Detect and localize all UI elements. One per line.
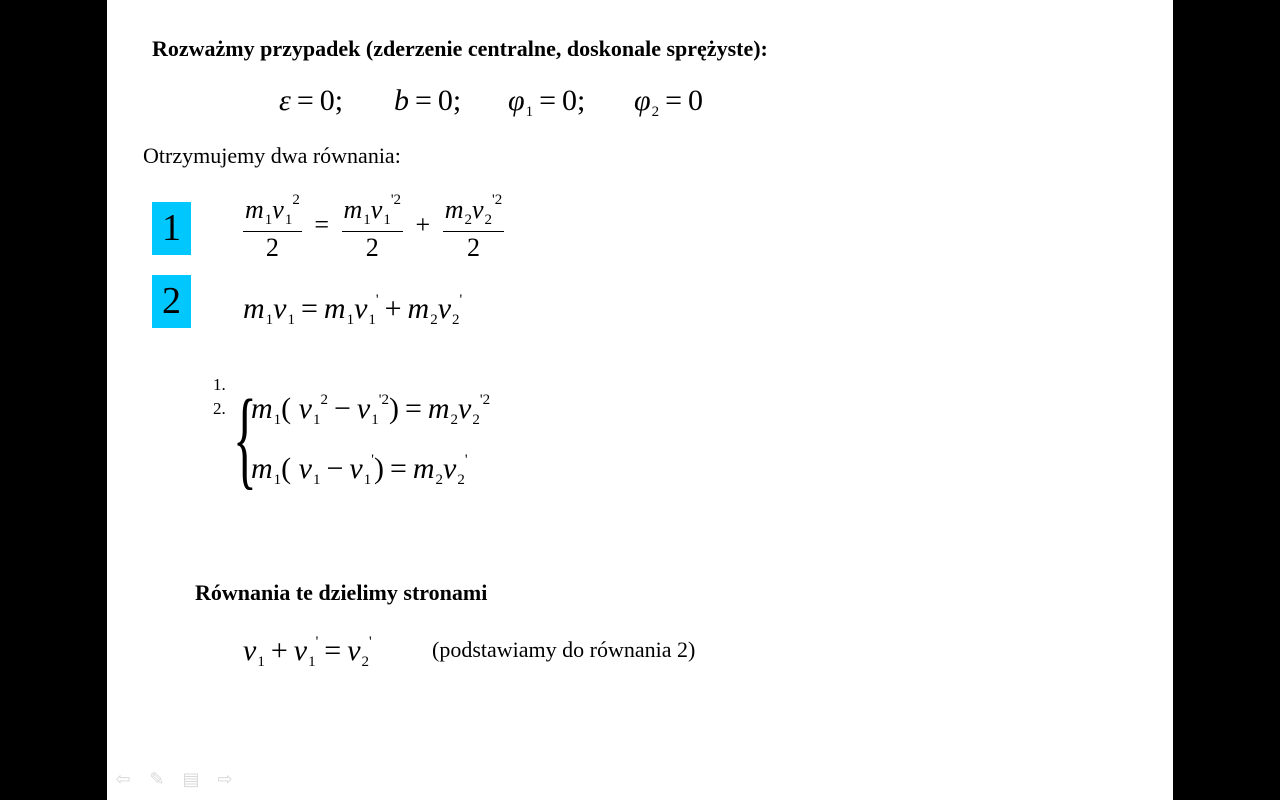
result-equation: $v_1 + v_1' = v_2'$ — [243, 634, 372, 670]
note-text: (podstawiamy do równania 2) — [432, 637, 696, 662]
equation-badge-2: 2 — [152, 275, 191, 328]
pen-icon[interactable]: ✎ — [149, 769, 165, 790]
divide-heading: Równania te dzielimy stronami — [195, 580, 488, 605]
system-equation-1: $m_1$( $v_1^2 - v_1^{'2}) = m_2v_2^{'2}$ — [251, 392, 491, 428]
condition-phi1: $\varphi_1 = 0$; — [508, 84, 586, 120]
system-equation-2: $m_1$( $v_1 - v_1') = m_2v_2'$ — [251, 452, 468, 488]
intro-text: Otrzymujemy dwa równania: — [143, 143, 401, 168]
equation-badge-1: 1 — [152, 202, 191, 255]
list-number-1: 1. — [213, 375, 226, 394]
condition-epsilon: ε = 0; — [279, 84, 344, 117]
energy-equation: $\frac{m_1v_1^2}{2}$ = $\frac{m_1v_1^{'2}}{2}$ + $\frac{m_2v_2^{'2}}{2}$ — [245, 192, 503, 262]
system-brace: { — [233, 377, 257, 499]
condition-phi2: $\varphi_2 = 0$ — [634, 84, 704, 120]
back-arrow-icon[interactable]: ⇦ — [115, 769, 131, 790]
slide — [107, 0, 1173, 800]
menu-icon[interactable]: ▤ — [182, 769, 200, 790]
heading-text: Rozważmy przypadek (zderzenie centralne, doskonale sprężyste): — [152, 36, 768, 61]
list-number-2: 2. — [213, 399, 226, 418]
momentum-equation: $m_1v_1 = m_1v_1' + m_2v_2'$ — [243, 292, 463, 328]
forward-arrow-icon[interactable]: ⇨ — [217, 769, 233, 790]
condition-b: b = 0; — [394, 84, 462, 117]
